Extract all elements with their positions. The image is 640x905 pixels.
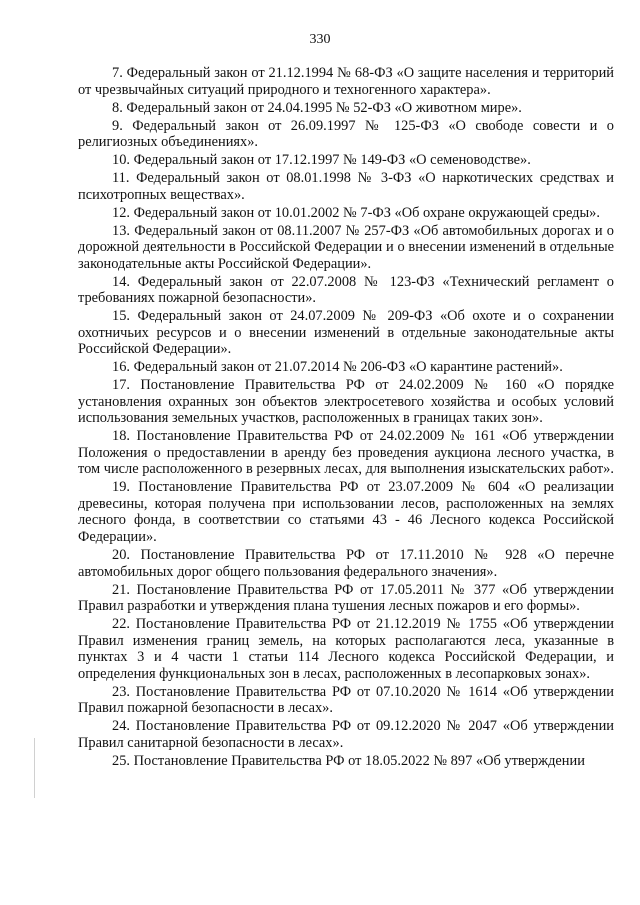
list-item: 25. Постановление Правительства РФ от 18.05.2022 № 897 «Об утверждении — [112, 752, 585, 769]
list-item: 14. Федеральный закон от 22.07.2008 № 123-ФЗ «Технический регламент о требованиях пожарной безопасности». — [78, 273, 614, 307]
list-item: 22. Постановление Правительства РФ от 21.12.2019 № 1755 «Об утверждении Правил изменения границ земель, на которых располагаются леса, указанные в пунктах 3 и 4 части 1 статьи 114 Лесного кодекса Российской Федерации, и определения функциональных зон в лесах, расположенных в лесопарковых зонах». — [78, 616, 614, 682]
list-item: 18. Постановление Правительства РФ от 24.02.2009 № 161 «Об утверждении Положения о предоставлении в аренду без проведения аукциона лесного участка, в том числе расположенного в резервных лесах, для выполнения изыскательских работ». — [78, 428, 614, 478]
list-item: 20. Постановление Правительства РФ от 17.11.2010 № 928 «О перечне автомобильных дорог общего пользования федерального значения». — [78, 547, 614, 580]
list-item: 12. Федеральный закон от 10.01.2002 № 7-ФЗ «Об охране окружающей среды». — [112, 204, 600, 221]
legal-acts-list — [78, 65, 614, 771]
list-item: 24. Постановление Правительства РФ от 09.12.2020 № 2047 «Об утверждении Правил санитарной безопасности в лесах». — [78, 718, 614, 751]
list-item: 9. Федеральный закон от 26.09.1997 № 125-ФЗ «О свободе совести и о религиозных объединениях». — [78, 117, 614, 151]
list-item: 7. Федеральный закон от 21.12.1994 № 68-ФЗ «О защите населения и территорий от чрезвычайных ситуаций природного и техногенного характера». — [78, 65, 614, 98]
list-item: 8. Федеральный закон от 24.04.1995 № 52-ФЗ «О животном мире». — [112, 99, 522, 116]
list-item: 17. Постановление Правительства РФ от 24.02.2009 № 160 «О порядке установления охранных зон объектов электросетевого хозяйства и особых условий использования земельных участков, расположенных в границах таких зон». — [78, 377, 614, 427]
list-item: 11. Федеральный закон от 08.01.1998 № 3-ФЗ «О наркотических средствах и психотропных веществах». — [78, 170, 614, 203]
list-item: 10. Федеральный закон от 17.12.1997 № 149-ФЗ «О семеноводстве». — [112, 152, 531, 169]
list-item: 16. Федеральный закон от 21.07.2014 № 206-ФЗ «О карантине растений». — [112, 359, 563, 376]
list-item: 15. Федеральный закон от 24.07.2009 № 209-ФЗ «Об охоте и о сохранении охотничьих ресурсов и о внесении изменений в отдельные законодательные акты Российской Федерации». — [78, 308, 614, 358]
page-number: 330 — [309, 32, 331, 47]
list-item: 23. Постановление Правительства РФ от 07.10.2020 № 1614 «Об утверждении Правил пожарной безопасности в лесах». — [78, 683, 614, 717]
list-item: 13. Федеральный закон от 08.11.2007 № 257-ФЗ «Об автомобильных дорогах и о дорожной деятельности в Российской Федерации и о внесении изменений в отдельные законодательные акты Российской Федерации». — [78, 222, 614, 272]
margin-scan-mark — [34, 738, 35, 798]
list-item: 21. Постановление Правительства РФ от 17.05.2011 № 377 «Об утверждении Правил разработки и утверждения плана тушения лесных пожаров и его формы». — [78, 581, 614, 615]
list-item: 19. Постановление Правительства РФ от 23.07.2009 № 604 «О реализации древесины, которая получена при использовании лесов, расположенных на землях лесного фонда, в соответствии со статьями 43 - 46 Лесного кодекса Российской Федерации». — [78, 479, 614, 546]
